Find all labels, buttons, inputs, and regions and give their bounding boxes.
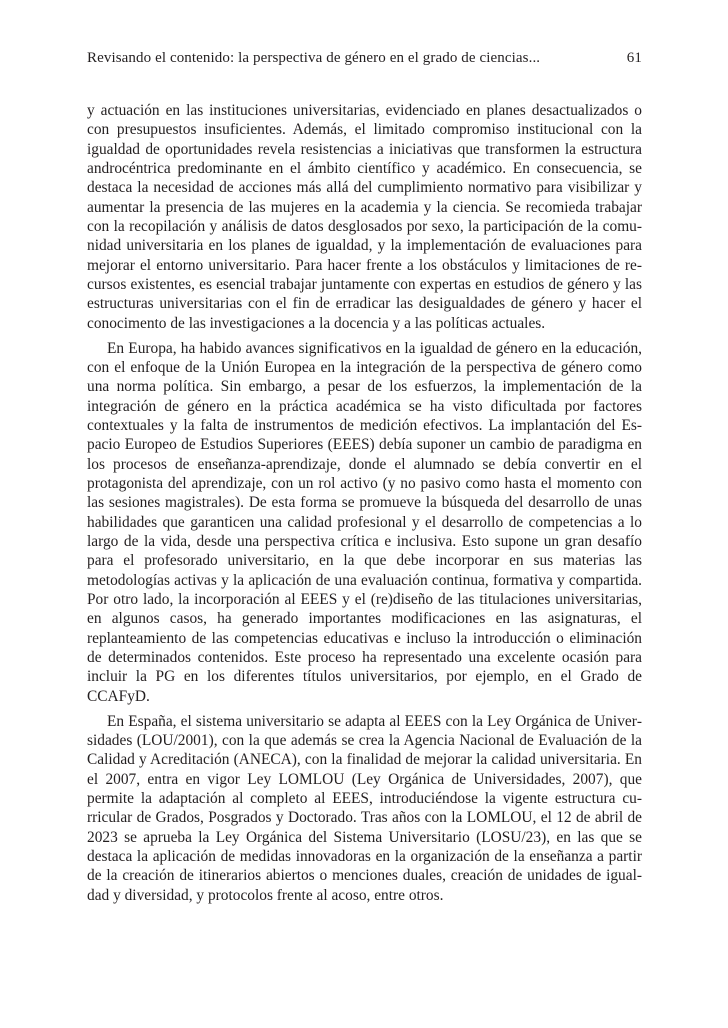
paragraph-spain: En España, el sistema universitario se adapta al EEES con la Ley Orgánica de Universidades (LOU/2001), con la que además se crea la Agencia Nacional de Evaluación de la Calidad y Acreditación (ANECA), con la finalidad de mejorar la calidad universitaria. En el 2007, entra en vigor Ley LOMLOU (Ley Orgánica de Universidades, 2007), que permite la adaptación al completo al EEES, introduciéndose la vigente estructura curricular de Grados, Posgrados y Doctorado. Tras años con la LOMLOU, el 12 de abril de 2023 se aprueba la Ley Orgánica del Sistema Universitario (LOSU/23), en las que se destaca la aplicación de medidas innovadoras en la organización de la enseñanza a partir de la creación de itinerarios abiertos o menciones duales, creación de unidades de igualdad y diversidad, y protocolos frente al acoso, entre otros. <box>87 712 642 904</box>
running-header-title: Revisando el contenido: la perspectiva de género en el grado de ciencias... <box>87 50 541 66</box>
running-header <box>87 46 642 70</box>
body-text <box>87 101 642 911</box>
page-number: 61 <box>626 50 642 66</box>
paragraph-europe: En Europa, ha habido avances significativos en la igualdad de género en la educación, con el enfoque de la Unión Europea en la integración de la perspectiva de género como una norma política. Sin embargo, a pesar de los esfuerzos, la implementación de la integración de género en la práctica académica se ha visto dificultada por factores contextuales y la falta de instrumentos de medición efectivos. La implantación del Espacio Europeo de Estudios Superiores (EEES) debía suponer un cambio de paradigma en los procesos de enseñanza-aprendizaje, donde el alumnado se debía convertir en el protagonista del aprendizaje, con un rol activo (y no pasivo como hasta el momento con las sesiones magistrales). De esta forma se promueve la búsqueda del desarrollo de unas habilidades que garanticen una calidad profesional y el desarrollo de competencias a lo largo de la vida, desde una perspectiva crítica e inclusiva. Esto supone un gran desafío para el profesorado universitario, en la que debe incorporar en sus materias las metodologías activas y la aplicación de una evaluación continua, formativa y compartida. Por otro lado, la incorporación al EEES y el (re)diseño de las titulaciones universitarias, en algunos casos, ha generado importantes modificaciones en las asignaturas, el replanteamiento de las competencias educativas e incluso la introducción o eliminación de determinados contenidos. Este proceso ha representado una excelente ocasión para incluir la PG en los diferentes títulos universitarios, por ejemplo, en el Grado de CCAFyD. <box>87 339 642 705</box>
paragraph-continued: y actuación en las instituciones universitarias, evidenciado en planes desactualizados o con presupuestos insuficientes. Además, el limitado compromiso institucional con la igualdad de oportunidades revela resistencias a iniciativas que transformen la estructura androcéntrica predominante en el ámbito científico y académico. En consecuencia, se destaca la necesidad de acciones más allá del cumplimiento normativo para visibilizar y aumentar la presencia de las mujeres en la academia y la ciencia. Se recomieda trabajar con la recopilación y análisis de datos desglosados por sexo, la participación de la comunidad universitaria en los planes de igualdad, y la implementación de evaluaciones para mejorar el entorno universitario. Para hacer frente a los obstáculos y limitaciones de recursos existentes, es esencial trabajar juntamente con expertas en estudios de género y las estructuras universitarias con el fin de erradicar las desigualdades de género y hacer el conocimento de las investigaciones a la docencia y a las políticas actuales. <box>87 102 642 332</box>
